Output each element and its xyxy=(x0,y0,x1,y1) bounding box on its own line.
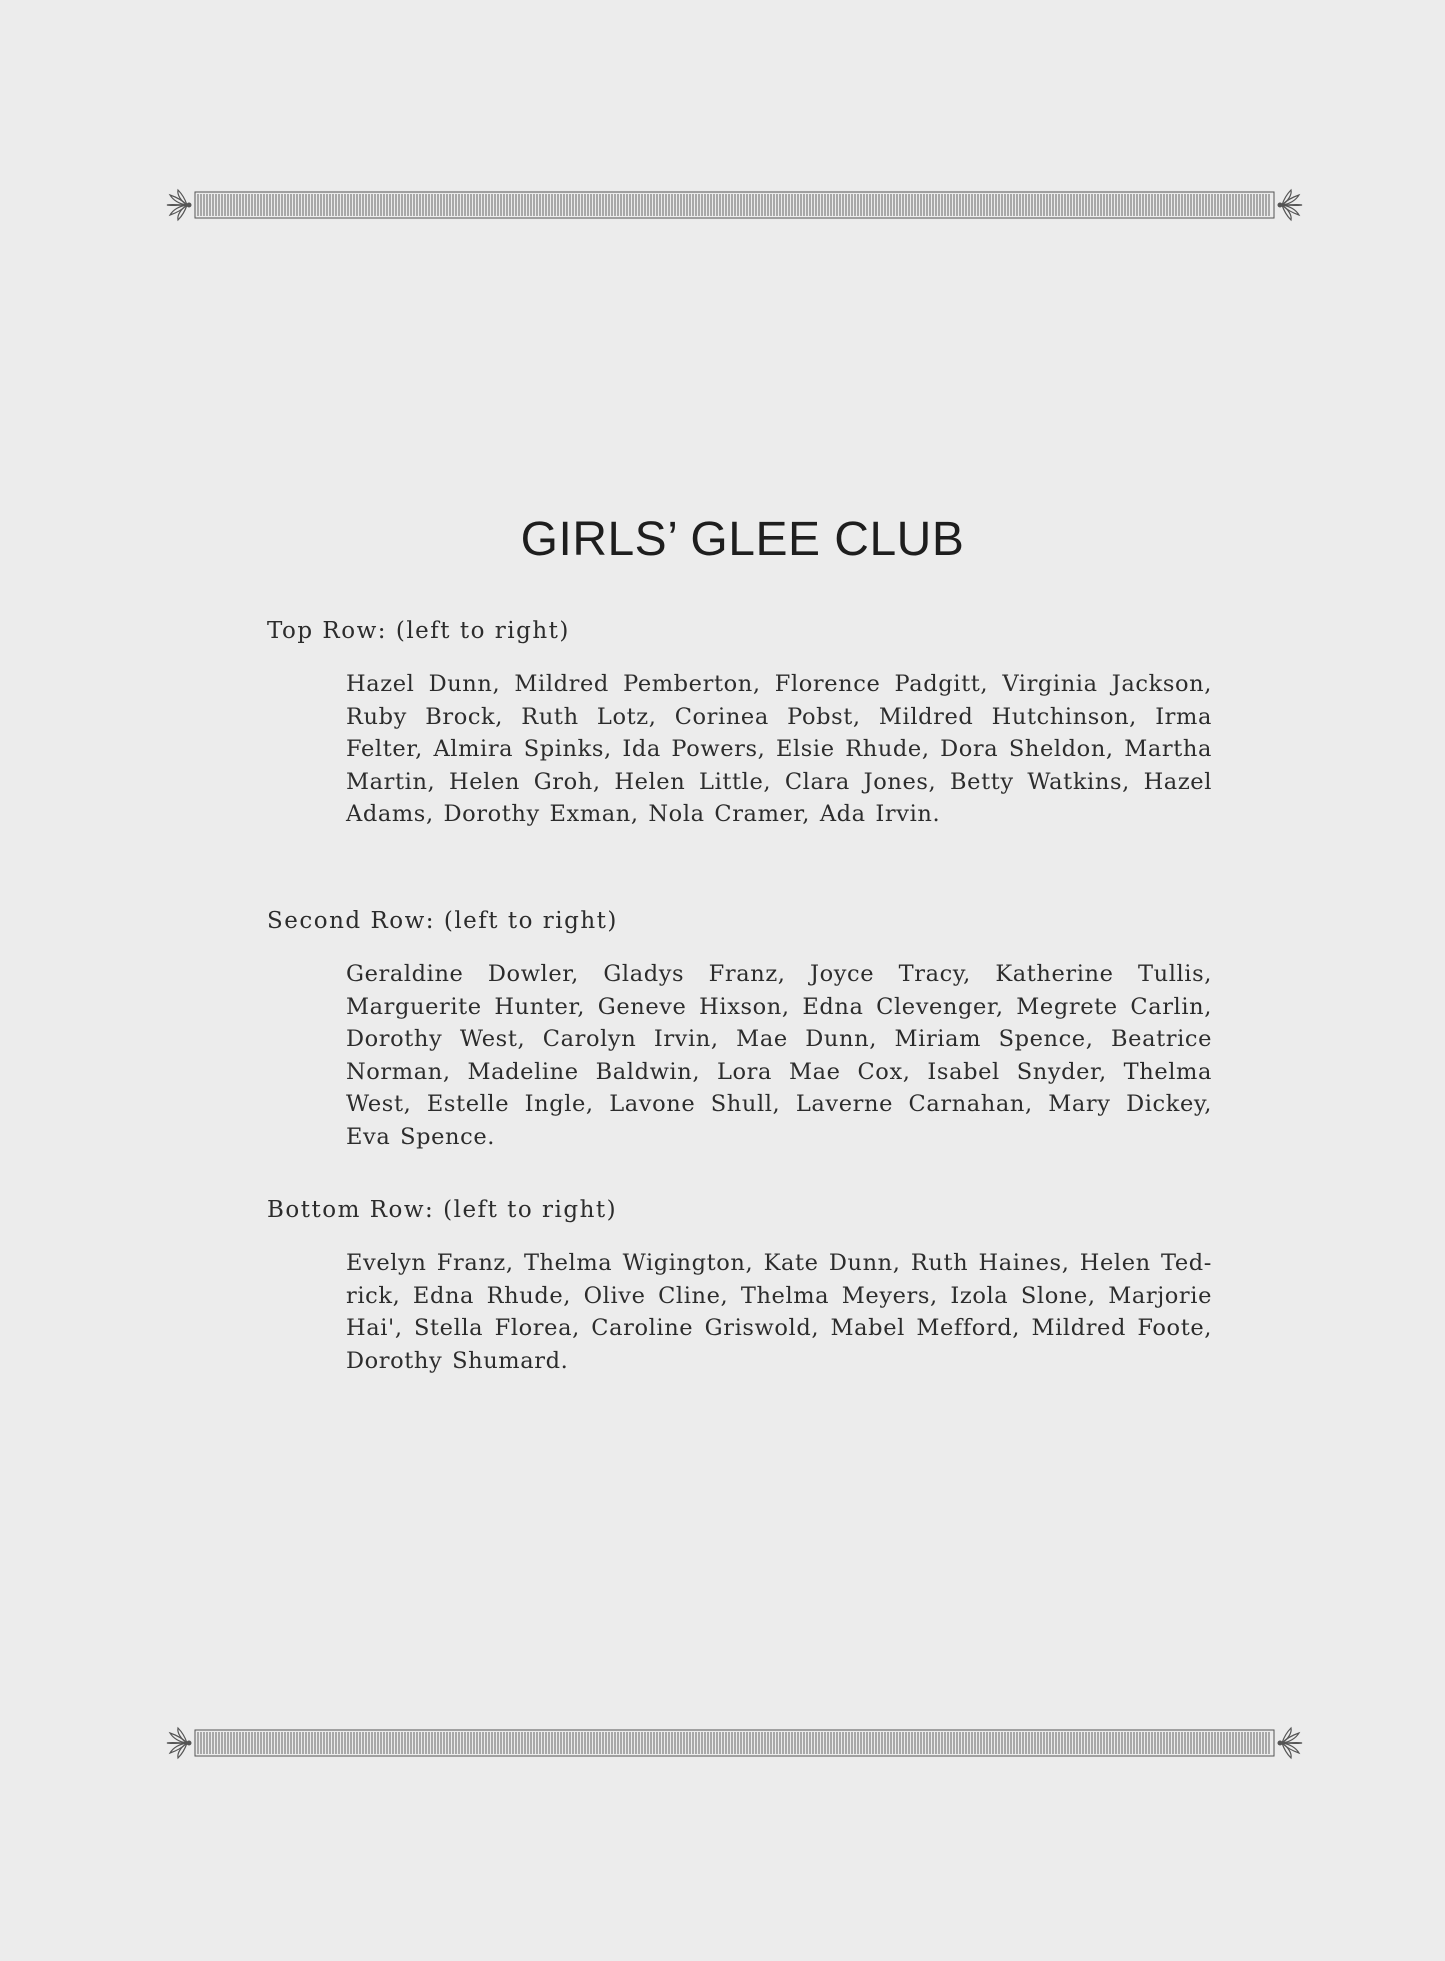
border-stripes xyxy=(198,194,1269,216)
ornament-graphic xyxy=(163,188,1306,222)
second-row-names: Geraldine Dowler, Gladys Franz, Joyce Tracy, Katherine Tullis, Marguerite Hunter, Geneve Hixson, Edna Clevenger, Megrete Carlin, Dorothy West, Carolyn Irvin, Mae Dunn, Miriam Spence, Beatrice Norman, Madeline Baldwin, Lora Mae Cox, Isabel Snyder, Thelma West, Estelle Ingle, Lavone Shull, Laverne Carnahan, Mary Dickey, Eva Spence. xyxy=(346,961,1212,1150)
bottom-row-heading: Bottom Row: (left to right) xyxy=(267,1197,618,1223)
second-row-heading: Second Row: (left to right) xyxy=(267,908,618,934)
border-stripes xyxy=(198,1732,1269,1754)
flourish-icon xyxy=(167,190,192,220)
flourish-icon xyxy=(1278,190,1303,220)
bottom-row-names: Evelyn Franz, Thelma Wigington, Kate Dunn, Ruth Haines, Helen Ted-rick, Edna Rhude, Olive Cline, Thelma Meyers, Izola Slone, Marjorie Hai', Stella Florea, Caroline Griswold, Mabel Mefford, Mildred Foote, Dorothy Shumard. xyxy=(346,1250,1212,1374)
top-ornamental-border xyxy=(163,188,1306,222)
top-row-heading: Top Row: (left to right) xyxy=(267,618,570,644)
bottom-ornamental-border xyxy=(163,1726,1306,1760)
flourish-icon xyxy=(167,1728,192,1758)
top-row-names: Hazel Dunn, Mildred Pemberton, Florence Padgitt, Virginia Jackson, Ruby Brock, Ruth Lotz, Corinea Pobst, Mildred Hutchinson, Irma Felter, Almira Spinks, Ida Powers, Elsie Rhude, Dora Sheldon, Martha Martin, Helen Groh, Helen Little, Clara Jones, Betty Watkins, Hazel Adams, Dorothy Exman, Nola Cramer, Ada Irvin. xyxy=(346,671,1212,827)
page-title: GIRLS’ GLEE CLUB xyxy=(520,513,965,566)
ornament-graphic xyxy=(163,1726,1306,1760)
flourish-icon xyxy=(1278,1728,1303,1758)
